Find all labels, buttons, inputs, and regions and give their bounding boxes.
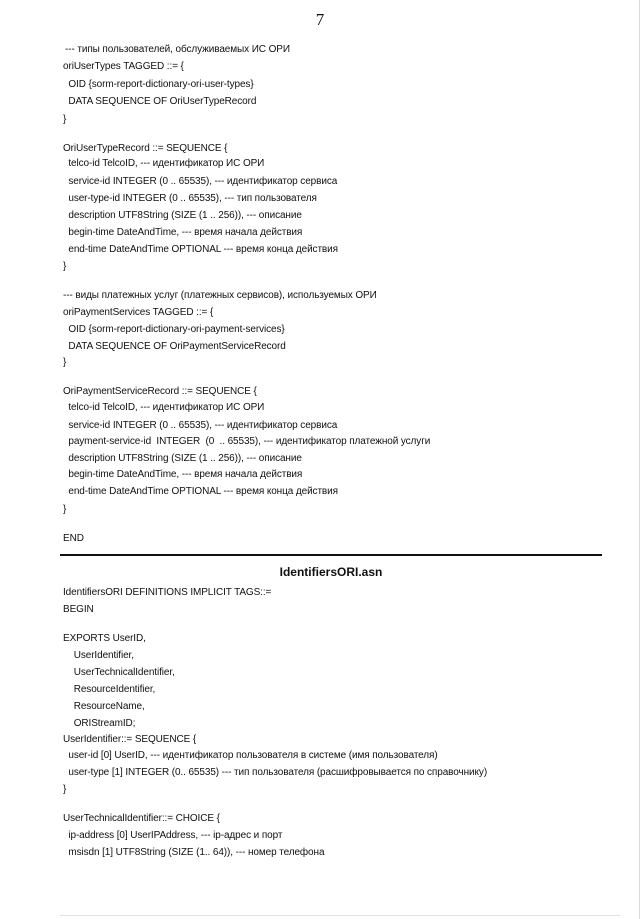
text-line: end-time DateAndTime OPTIONAL --- время конца действия	[63, 486, 338, 497]
text-line: DATA SEQUENCE OF OriUserTypeRecord	[63, 96, 257, 107]
text-line: begin-time DateAndTime, --- время начала действия	[63, 469, 303, 480]
text-line: telco-id TelcoID, --- идентификатор ИС ОРИ	[63, 402, 265, 413]
text-line: ORIStreamID;	[63, 718, 136, 729]
text-line: OriUserTypeRecord ::= SEQUENCE {	[63, 143, 228, 154]
text-line: }	[63, 261, 67, 272]
text-line: telco-id TelcoID, --- идентификатор ИС ОРИ	[63, 158, 265, 169]
text-line: oriPaymentServices TAGGED ::= {	[63, 307, 214, 318]
text-line: description UTF8String (SIZE (1 .. 256)), --- описание	[63, 453, 302, 464]
text-line: OID {sorm-report-dictionary-ori-payment-services}	[63, 324, 285, 335]
text-line: user-id [0] UserID, --- идентификатор пользователя в системе (имя пользователя)	[63, 750, 438, 761]
text-line: UserTechnicalIdentifier::= CHOICE {	[63, 813, 220, 824]
text-line: DATA SEQUENCE OF OriPaymentServiceRecord	[63, 341, 286, 352]
text-line: BEGIN	[63, 604, 94, 615]
text-line: description UTF8String (SIZE (1 .. 256)), --- описание	[63, 210, 302, 221]
text-line: msisdn [1] UTF8String (SIZE (1.. 64)), --- номер телефона	[63, 847, 325, 858]
text-line: OriPaymentServiceRecord ::= SEQUENCE {	[63, 386, 257, 397]
text-line: }	[63, 357, 67, 368]
text-line: payment-service-id INTEGER (0 .. 65535), --- идентификатор платежной услуги	[63, 436, 431, 447]
section-title: IdentifiersORI.asn	[279, 565, 383, 579]
text-line: begin-time DateAndTime, --- время начала действия	[63, 227, 303, 238]
text-line: }	[63, 114, 67, 125]
text-line: EXPORTS UserID,	[63, 633, 146, 644]
text-line: }	[63, 504, 67, 515]
text-line: --- типы пользователей, обслуживаемых ИС ОРИ	[65, 44, 290, 55]
text-line: ResourceIdentifier,	[63, 684, 156, 695]
page-number: 7	[315, 10, 325, 29]
text-line: service-id INTEGER (0 .. 65535), --- идентификатор сервиса	[63, 176, 338, 187]
section-divider	[60, 554, 602, 556]
text-line: UserTechnicalIdentifier,	[63, 667, 175, 678]
text-line: user-type [1] INTEGER (0.. 65535) --- тип пользователя (расшифровывается по справочнику)	[63, 767, 488, 778]
text-line: user-type-id INTEGER (0 .. 65535), --- тип пользователя	[63, 193, 317, 204]
text-line: }	[63, 784, 67, 795]
text-line: oriUserTypes TAGGED ::= {	[63, 61, 184, 72]
text-line: service-id INTEGER (0 .. 65535), --- идентификатор сервиса	[63, 420, 338, 431]
text-line: OID {sorm-report-dictionary-ori-user-types}	[63, 79, 254, 90]
text-line: ip-address [0] UserIPAddress, --- ip-адрес и порт	[63, 830, 283, 841]
text-line: UserIdentifier::= SEQUENCE {	[63, 734, 197, 745]
text-line: end-time DateAndTime OPTIONAL --- время конца действия	[63, 244, 338, 255]
scan-bottom-edge	[60, 915, 620, 916]
text-line: --- виды платежных услуг (платежных сервисов), используемых ОРИ	[63, 290, 377, 301]
text-line: END	[63, 533, 84, 544]
text-line: IdentifiersORI DEFINITIONS IMPLICIT TAGS::=	[63, 587, 272, 598]
text-line: ResourceName,	[63, 701, 145, 712]
text-line: UserIdentifier,	[63, 650, 134, 661]
